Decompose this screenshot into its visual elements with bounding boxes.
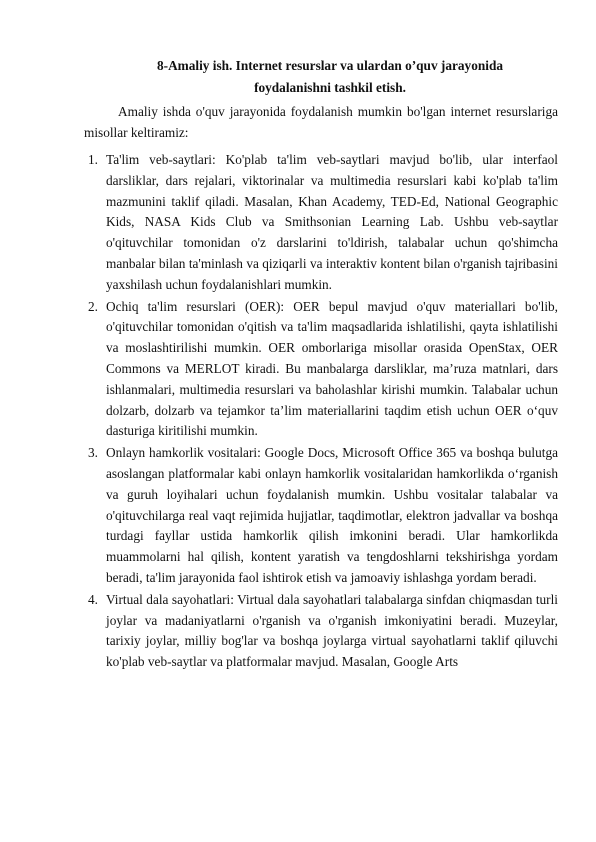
list-item-text: Ochiq ta'lim resurslari (OER): OER bepul mavjud o'quv materiallari bo'lib, o'qituvchilar tomonidan o'qitish va ta'lim maqsadlarida ishlatilishi, qayta ishlatilishi va moslashtirilishi mumkin. OER omborlariga misollar orasida OpenStax, OER Commons va MERLOT kiradi. Bu manbalarga darsliklar, ma’ruza matnlari, dars ishlanmalari, multimedia resurslari va baholashlar kirishi mumkin. Talabalar uchun dolzarb, dolzarb va tejamkor ta’lim materiallarini taqdim etish uchun OER o‘quv dasturiga kiritilishi mumkin. [106, 298, 558, 439]
list-item-text: Ta'lim veb-saytlari: Ko'plab ta'lim veb-saytlari mavjud bo'lib, ular interfaol darsliklar, dars rejalari, viktorinalar va multimedia resurslari kabi ko'plab ta'lim mazmunini taklif qiladi. Masalan, Khan Academy, TED-Ed, National Geographic Kids, NASA Kids Club va Smithsonian Learning Lab. Ushbu veb-saytlar o'qituvchilar tomonidan o'z darslarini to'ldirish, talabalar uchun qo'shimcha manbalar bilan ta'minlash va qiziqarli va interaktiv kontent bilan o'rganish tajribasini yaxshilash uchun foydalanishlari mumkin. [106, 152, 558, 292]
list-item [0, 297, 596, 443]
list-item-text: Virtual dala sayohatlari: Virtual dala sayohatlari talabalarga sinfdan chiqmasdan turli joylar va madaniyatlarni o'rganish va o'rganish imkoniyatini beradi. Muzeylar, tarixiy joylar, milliy bog'lar va boshqa joylarga virtual sayohatlarni taklif qiluvchi ko'plab veb-saytlar va platformalar mavjud. Masalan, Google Arts [106, 591, 558, 670]
list-item [0, 150, 596, 296]
intro-paragraph: Amaliy ishda o'quv jarayonida foydalanish mumkin bo'lgan internet resurslariga misollar keltiramiz: [84, 104, 558, 140]
list-item-number: 1. [88, 152, 98, 167]
list-item [0, 443, 596, 589]
resource-list [0, 150, 596, 674]
list-item-number: 2. [88, 298, 98, 314]
page-title-line-1: 8-Amaliy ish. Internet resurslar va ulardan o’quv jarayonida [157, 58, 503, 73]
list-item-number: 3. [88, 445, 98, 461]
list-item [0, 590, 596, 673]
page-title-line-2: foydalanishni tashkil etish. [254, 80, 406, 95]
list-item-text: Onlayn hamkorlik vositalari: Google Docs, Microsoft Office 365 va boshqa bulutga asoslangan platformalar kabi onlayn hamkorlik vositalaridan hamkorlikda o‘rganish va guruh loyihalari uchun foydalanish mumkin. Ushbu vositalar talabalar va o'qituvchilarga real vaqt rejimida hujjatlar, taqdimotlar, elektron jadvallar va boshqa turdagi fayllar ustida hamkorlik qilish imkonini beradi. Ular hamkorlikda muammolarni hal qilish, kontent yaratish va tengdoshlarni tekshirishga yordam beradi, ta'lim jarayonida faol ishtirok etish va jamoaviy ishlashga yordam beradi. [106, 445, 558, 585]
list-item-number: 4. [88, 591, 98, 607]
